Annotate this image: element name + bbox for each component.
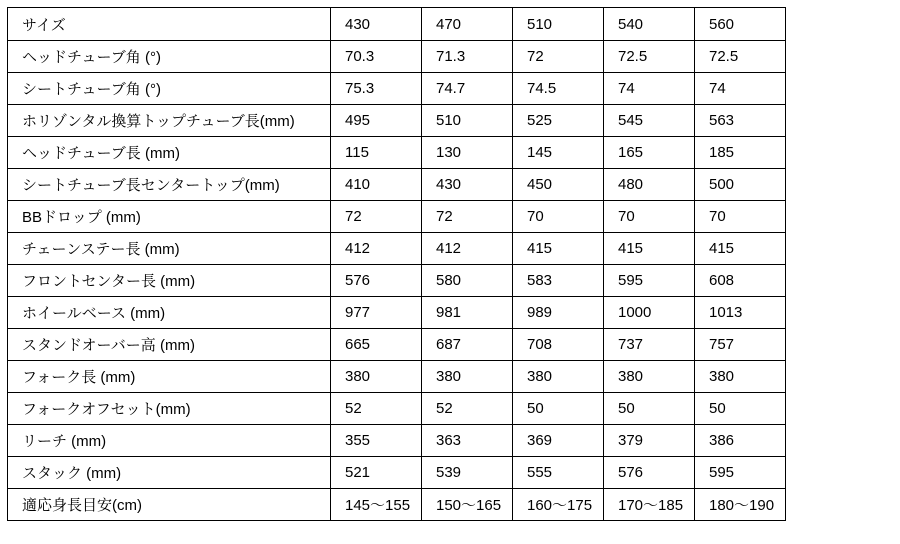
row-label: リーチ (mm) <box>8 425 331 457</box>
table-row <box>8 393 786 425</box>
table-row <box>8 169 786 201</box>
value-cell: 185 <box>695 137 786 169</box>
geometry-table-container <box>7 7 786 521</box>
table-row <box>8 201 786 233</box>
value-cell: 563 <box>695 105 786 137</box>
value-cell: 510 <box>422 105 513 137</box>
table-row <box>8 105 786 137</box>
table-row <box>8 41 786 73</box>
size-cell: 470 <box>422 8 513 41</box>
value-cell: 757 <box>695 329 786 361</box>
value-cell: 70 <box>604 201 695 233</box>
value-cell: 415 <box>604 233 695 265</box>
value-cell: 555 <box>513 457 604 489</box>
size-cell: 540 <box>604 8 695 41</box>
value-cell: 480 <box>604 169 695 201</box>
value-cell: 50 <box>604 393 695 425</box>
value-cell: 576 <box>331 265 422 297</box>
table-row <box>8 361 786 393</box>
value-cell: 74.7 <box>422 73 513 105</box>
table-row <box>8 73 786 105</box>
value-cell: 595 <box>604 265 695 297</box>
row-label: サイズ <box>8 8 331 41</box>
value-cell: 72.5 <box>695 41 786 73</box>
value-cell: 72 <box>513 41 604 73</box>
value-cell: 130 <box>422 137 513 169</box>
value-cell: 180〜190 <box>695 489 786 521</box>
value-cell: 380 <box>331 361 422 393</box>
row-label: フロントセンター長 (mm) <box>8 265 331 297</box>
value-cell: 145〜155 <box>331 489 422 521</box>
row-label: スタック (mm) <box>8 457 331 489</box>
value-cell: 74 <box>604 73 695 105</box>
geometry-table-body <box>8 8 786 521</box>
table-row <box>8 233 786 265</box>
value-cell: 595 <box>695 457 786 489</box>
size-cell: 510 <box>513 8 604 41</box>
value-cell: 977 <box>331 297 422 329</box>
value-cell: 52 <box>422 393 513 425</box>
value-cell: 412 <box>422 233 513 265</box>
value-cell: 369 <box>513 425 604 457</box>
value-cell: 525 <box>513 105 604 137</box>
value-cell: 412 <box>331 233 422 265</box>
value-cell: 665 <box>331 329 422 361</box>
row-label: ヘッドチューブ長 (mm) <box>8 137 331 169</box>
value-cell: 70 <box>513 201 604 233</box>
table-row <box>8 265 786 297</box>
table-row <box>8 297 786 329</box>
value-cell: 708 <box>513 329 604 361</box>
value-cell: 355 <box>331 425 422 457</box>
value-cell: 150〜165 <box>422 489 513 521</box>
value-cell: 70.3 <box>331 41 422 73</box>
value-cell: 386 <box>695 425 786 457</box>
table-row <box>8 425 786 457</box>
value-cell: 737 <box>604 329 695 361</box>
value-cell: 72 <box>331 201 422 233</box>
value-cell: 687 <box>422 329 513 361</box>
value-cell: 70 <box>695 201 786 233</box>
value-cell: 545 <box>604 105 695 137</box>
value-cell: 74 <box>695 73 786 105</box>
row-label: BBドロップ (mm) <box>8 201 331 233</box>
table-row <box>8 137 786 169</box>
value-cell: 160〜175 <box>513 489 604 521</box>
row-label: ホリゾンタル換算トップチューブ長(mm) <box>8 105 331 137</box>
value-cell: 50 <box>695 393 786 425</box>
value-cell: 363 <box>422 425 513 457</box>
value-cell: 576 <box>604 457 695 489</box>
value-cell: 165 <box>604 137 695 169</box>
value-cell: 74.5 <box>513 73 604 105</box>
row-label: フォークオフセット(mm) <box>8 393 331 425</box>
value-cell: 50 <box>513 393 604 425</box>
value-cell: 430 <box>422 169 513 201</box>
value-cell: 115 <box>331 137 422 169</box>
value-cell: 52 <box>331 393 422 425</box>
value-cell: 72.5 <box>604 41 695 73</box>
value-cell: 75.3 <box>331 73 422 105</box>
value-cell: 1000 <box>604 297 695 329</box>
value-cell: 379 <box>604 425 695 457</box>
value-cell: 583 <box>513 265 604 297</box>
value-cell: 500 <box>695 169 786 201</box>
value-cell: 1013 <box>695 297 786 329</box>
value-cell: 170〜185 <box>604 489 695 521</box>
row-label: シートチューブ長センタートップ(mm) <box>8 169 331 201</box>
value-cell: 989 <box>513 297 604 329</box>
row-label: チェーンステー長 (mm) <box>8 233 331 265</box>
table-row <box>8 489 786 521</box>
value-cell: 580 <box>422 265 513 297</box>
row-label: シートチューブ角 (°) <box>8 73 331 105</box>
value-cell: 495 <box>331 105 422 137</box>
row-label: フォーク長 (mm) <box>8 361 331 393</box>
size-cell: 560 <box>695 8 786 41</box>
table-row <box>8 457 786 489</box>
value-cell: 380 <box>695 361 786 393</box>
value-cell: 380 <box>604 361 695 393</box>
value-cell: 415 <box>695 233 786 265</box>
value-cell: 71.3 <box>422 41 513 73</box>
geometry-table <box>7 7 786 521</box>
table-row-size <box>8 8 786 41</box>
value-cell: 608 <box>695 265 786 297</box>
row-label: 適応身長目安(cm) <box>8 489 331 521</box>
row-label: ヘッドチューブ角 (°) <box>8 41 331 73</box>
value-cell: 380 <box>513 361 604 393</box>
row-label: ホイールベース (mm) <box>8 297 331 329</box>
value-cell: 450 <box>513 169 604 201</box>
table-row <box>8 329 786 361</box>
value-cell: 415 <box>513 233 604 265</box>
value-cell: 145 <box>513 137 604 169</box>
value-cell: 72 <box>422 201 513 233</box>
row-label: スタンドオーバー高 (mm) <box>8 329 331 361</box>
value-cell: 380 <box>422 361 513 393</box>
value-cell: 981 <box>422 297 513 329</box>
value-cell: 410 <box>331 169 422 201</box>
size-cell: 430 <box>331 8 422 41</box>
value-cell: 539 <box>422 457 513 489</box>
value-cell: 521 <box>331 457 422 489</box>
